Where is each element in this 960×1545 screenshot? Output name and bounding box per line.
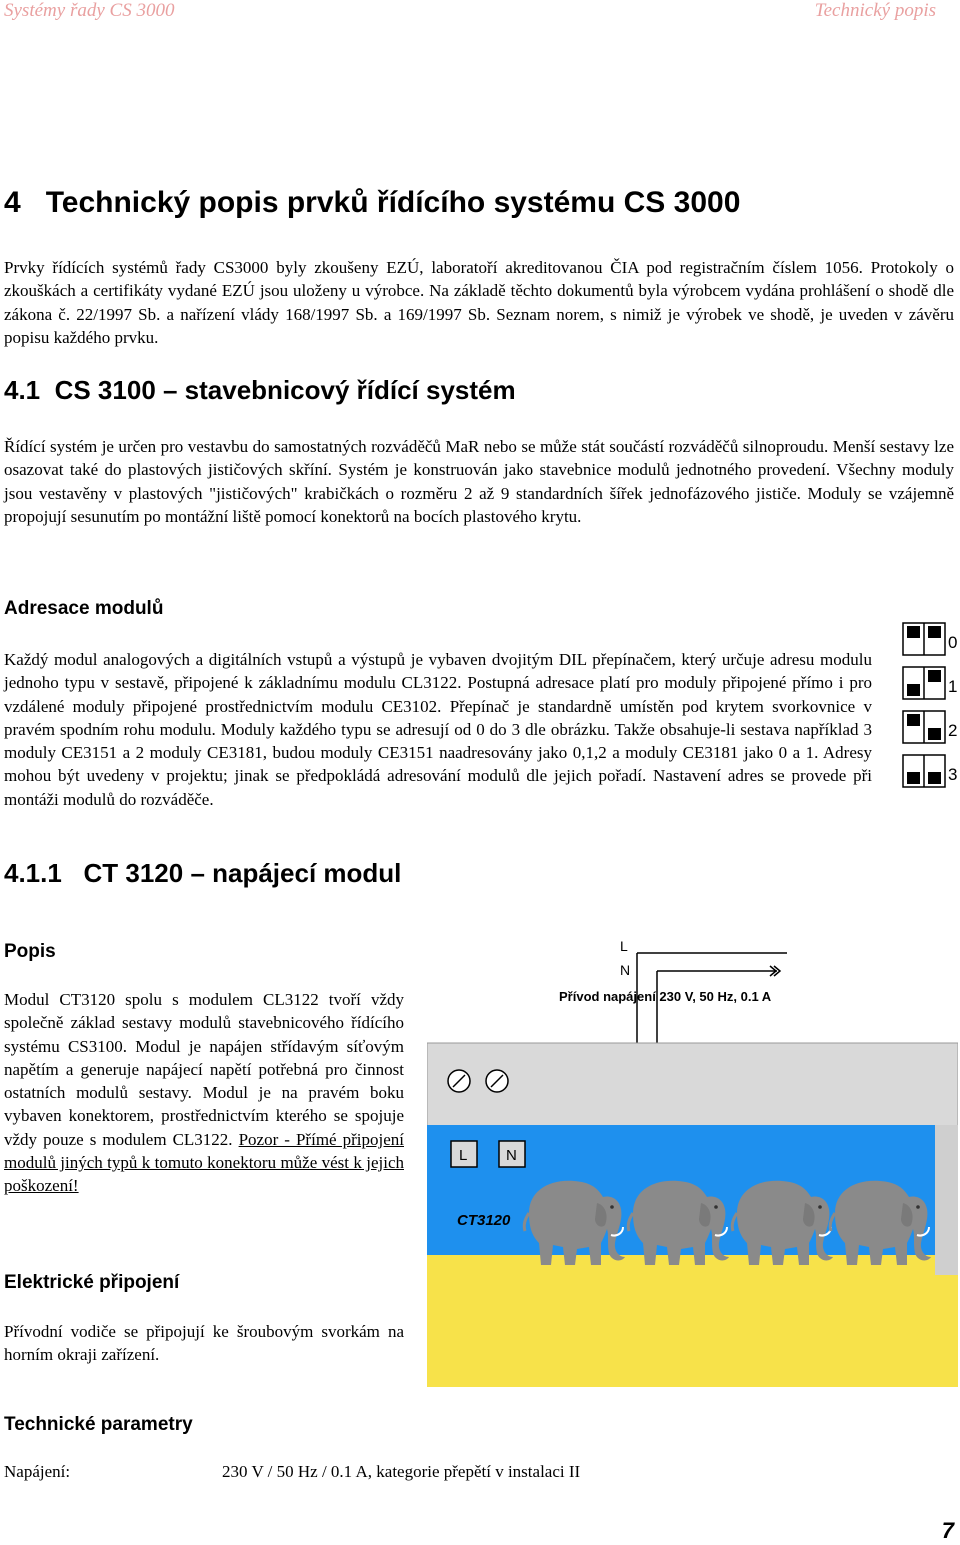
popis-paragraph: Modul CT3120 spolu s modulem CL3122 tvoří vždy společně základ sestavy modulů stavebnicového řídícího systému CS3100. Modul je napájen střídavým síťovým napětím a generuje napájecí napětí potřebná pro činnost ostatních modulů sestavy. Modul je na pravém boku vybaven konektorem, prostřednictvím kterého se spojuje vždy pouze s modulem CL3122. xyxy=(4,990,404,1149)
elektricke-paragraph: Přívodní vodiče se připojují ke šroubovým svorkám na horním okraji zařízení. xyxy=(4,1322,404,1365)
dip-label-2: 2 xyxy=(948,721,958,740)
dip-switch-3 xyxy=(903,755,957,787)
elektricke-title: Elektrické připojení xyxy=(4,1272,180,1293)
ct3120-figure xyxy=(427,935,958,1387)
dip-switch-1 xyxy=(903,667,957,699)
popis-warning: Pozor - Přímé připojení modulů jiných typů k tomuto konektoru může vést k jejich poškození! xyxy=(4,1129,404,1196)
section-4-1-title: 4.1 CS 3100 – stavebnicový řídící systém xyxy=(4,375,516,405)
wire-n-label: N xyxy=(620,962,631,978)
parametry-label: Napájení: xyxy=(4,1462,71,1481)
section-4-paragraph: Prvky řídících systémů řady CS3000 byly zkoušeny EZÚ, laboratoří akreditovanou ČIA pod registračním číslem 1056. Protokoly o zkouškách a certifikáty vydané EZÚ jsou uloženy u výrobce. Na základě těchto dokumentů byla výrobcem vydána prohlášení o shodě dle zákona č. 22/1997 Sb. a nařízení vlády 168/1997 Sb. a 169/1997 Sb. Seznam norem, s nimiž je výrobek ve shodě, je uveden v závěru popisu každého prvku. xyxy=(4,258,954,347)
terminal-l-label: L xyxy=(459,1147,468,1164)
adresace-paragraph: Každý modul analogových a digitálních vstupů a výstupů je vybaven dvojitým DIL přepínačem, který určuje adresu modulu jednoho typu v sestavě, připojené k základnímu modulu CL3122. Postupná adresace platí pro moduly připojené přímo i pro vzdálené moduly připojené prostřednictvím modulu CE3102. Přepínač je standardně umístěn pod krytem svorkovnice v pravém spodním rohu modulu. Moduly každého typu se adresují od 0 do 3 dle obrázku. Takže obsahuje-li sestava například 3 moduly CE3151 a 2 moduly CE3181, budou moduly CE3151 naadresovány jako 0,1,2 a moduly CE3181 jako 0 a 1. Adresy mohou být uvedeny v projektu; jinak se předpokládá adresování modulů dle jejich pořadí. Nastavení adres se provede při montáži modulů do rozváděče. xyxy=(4,650,872,809)
popis-paragraph-block xyxy=(4,988,404,1198)
section-4-1-paragraph: Řídící systém je určen pro vestavbu do samostatných rozváděčů MaR nebo se může stát součástí rozváděčů silnoproudu. Menší sestavy lze osazovat také do plastových jističových skříní. Systém je konstruován jako stavebnice modulů jednotného provedení. Všechny moduly jsou vestavěny v plastových "jističových" krabičkách o rozměru 2 až 9 standardních šířek jednofázového jističe. Moduly se vzájemně propojují sesunutím po montážní liště pomocí konektorů na bocích plastového krytu. xyxy=(4,437,954,526)
module-name: CT3120 xyxy=(457,1212,511,1229)
wire-l-label: L xyxy=(620,938,628,954)
dip-switch-0 xyxy=(903,623,957,655)
dip-label-1: 1 xyxy=(948,677,958,696)
parametry-title: Technické parametry xyxy=(4,1414,193,1435)
popis-title: Popis xyxy=(4,941,56,962)
running-header-left: Systémy řady CS 3000 xyxy=(4,0,175,21)
section-4-title: 4 Technický popis prvků řídícího systému CS 3000 xyxy=(4,186,741,219)
supply-label: Přívod napájení 230 V, 50 Hz, 0.1 A xyxy=(559,989,772,1004)
parametry-value: 230 V / 50 Hz / 0.1 A, kategorie přepětí v instalaci II xyxy=(222,1462,581,1481)
dip-switch-figure xyxy=(900,620,958,788)
dip-label-0: 0 xyxy=(948,633,958,652)
page-number: 7 xyxy=(941,1518,954,1543)
terminal-n-label: N xyxy=(506,1147,517,1164)
section-4-1-1-title: 4.1.1 CT 3120 – napájecí modul xyxy=(4,858,402,888)
dip-switch-2 xyxy=(903,711,957,743)
running-header-right: Technický popis xyxy=(814,0,936,21)
dip-label-3: 3 xyxy=(948,765,958,784)
adresace-title: Adresace modulů xyxy=(4,598,164,619)
